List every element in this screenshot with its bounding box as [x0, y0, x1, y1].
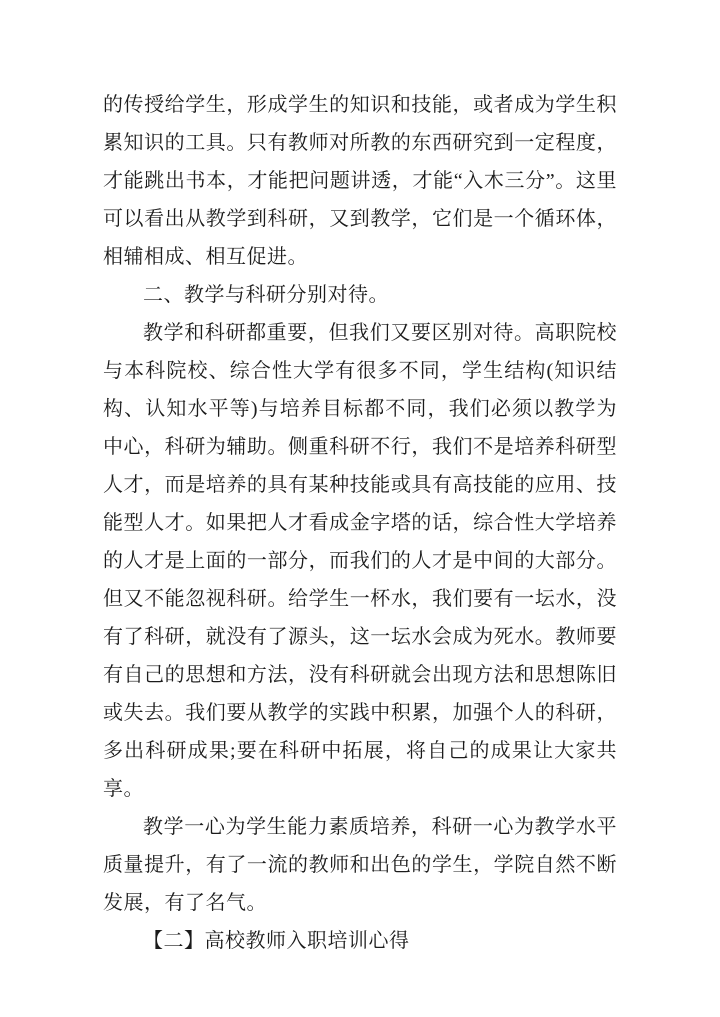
paragraph-5: 【二】高校教师入职培训心得 — [143, 930, 410, 952]
paragraph-2: 二、教学与科研分别对待。 — [143, 284, 389, 306]
paragraph-3: 教学和科研都重要，但我们又要区别对待。高职院校与本科院校、综合性大学有很多不同，学生结构(知识结构、认知水平等)与培养目标都不同，我们必须以教学为中心，科研为辅助。侧重科研不行，我们不是培养科研型人才，而是培养的具有某种技能或具有高技能的应用、技能型人才。如果把人才看成金字塔的话，综合性大学培养的人才是上面的一部分，而我们的人才是中间的大部分。但又不能忽视科研。给学生一杯水，我们要有一坛水，没有了科研，就没有了源头，这一坛水会成为死水。教师要有自己的思想和方法，没有科研就会出现方法和思想陈旧或失去。我们要从教学的实践中积累，加强个人的科研，多出科研成果;要在科研中拓展，将自己的成果让大家共享。 — [103, 322, 617, 800]
document-body — [103, 86, 617, 960]
paragraph-4: 教学一心为学生能力素质培养，科研一心为教学水平质量提升，有了一流的教师和出色的学生，学院自然不断发展，有了名气。 — [103, 816, 617, 914]
paragraph-1: 的传授给学生，形成学生的知识和技能，或者成为学生积累知识的工具。只有教师对所教的东西研究到一定程度，才能跳出书本，才能把问题讲透，才能“入木三分”。这里可以看出从教学到科研，又到教学，它们是一个循环体，相辅相成、相互促进。 — [103, 94, 617, 268]
